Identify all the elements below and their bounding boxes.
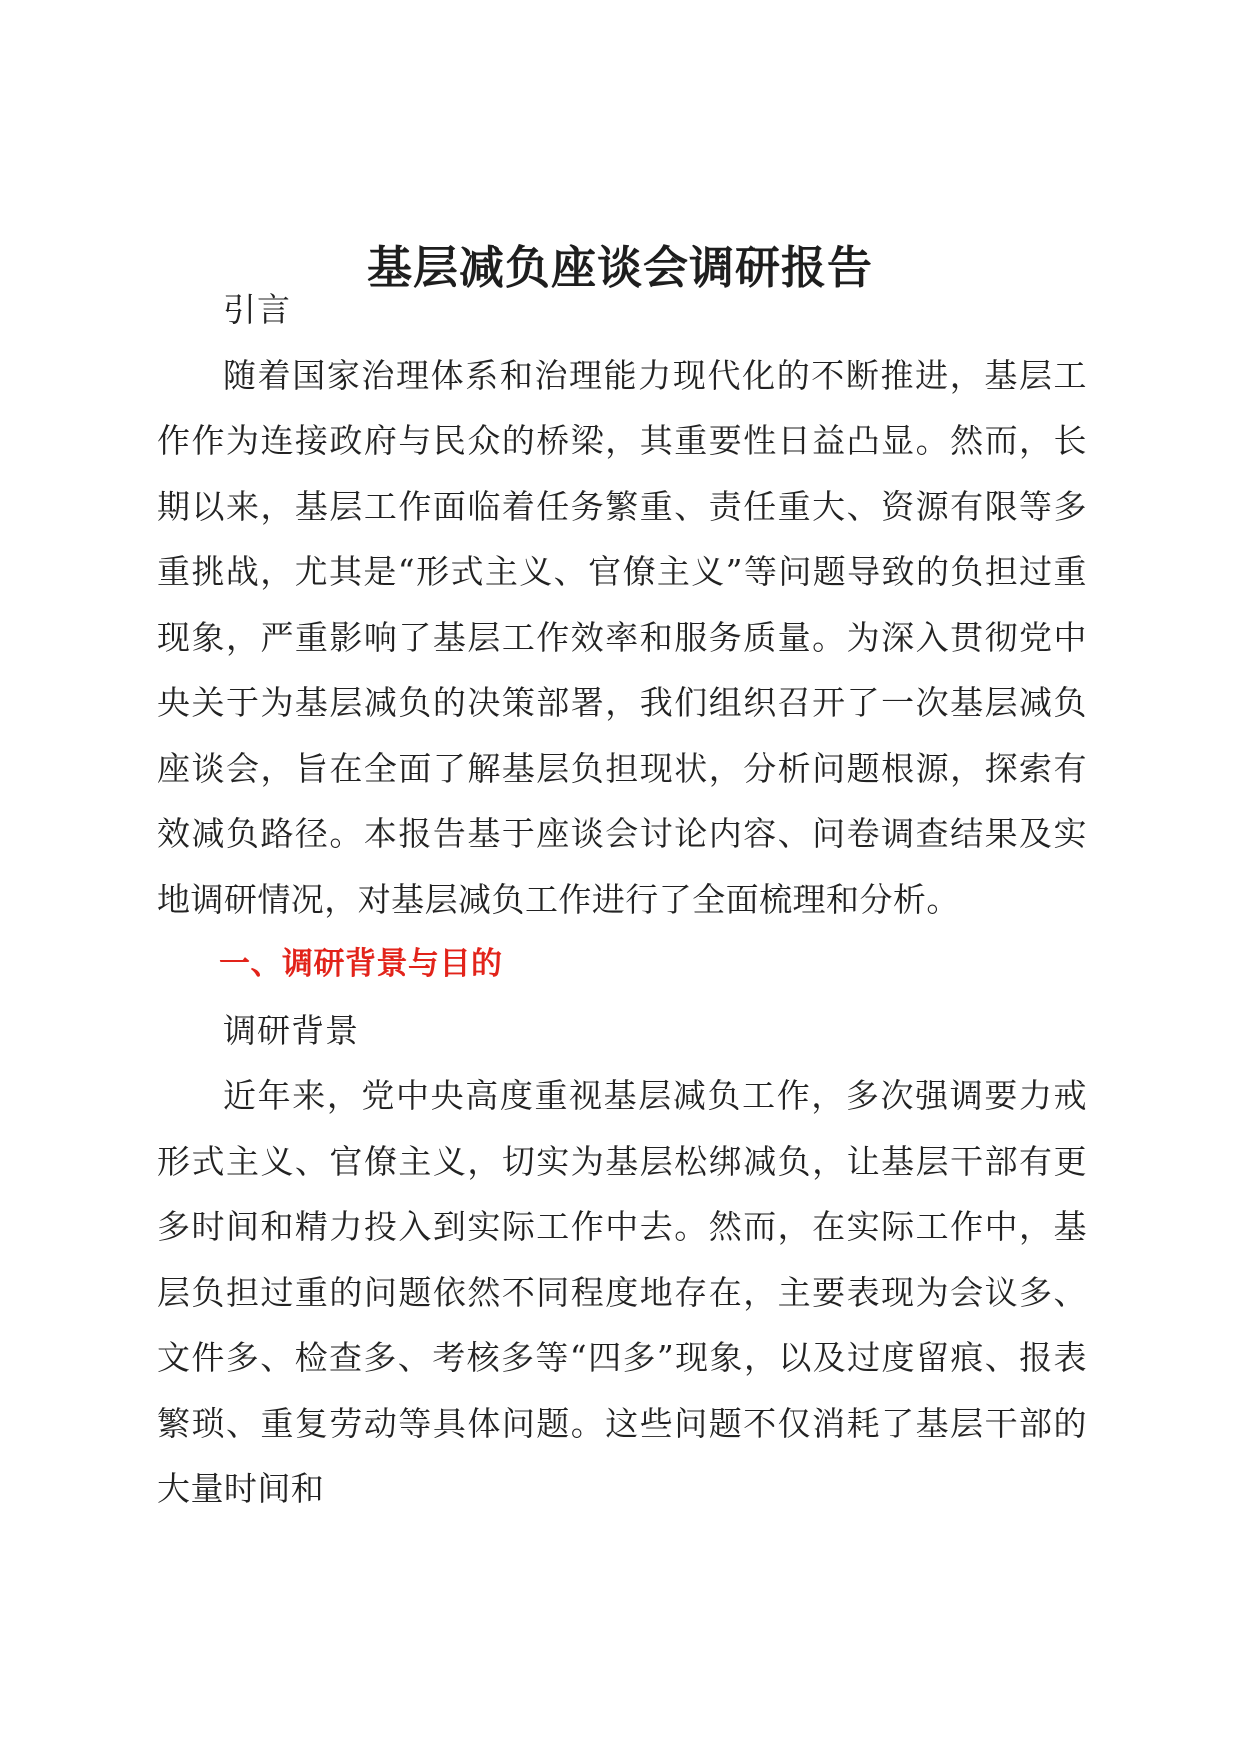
section-heading: 一、调研背景与目的: [219, 946, 503, 982]
section-paragraph: 近年来，党中央高度重视基层减负工作，多次强调要力戒形式主义、官僚主义，切实为基层松绑减负，让基层干部有更多时间和精力投入到实际工作中去。然而，在实际工作中，基层负担过重的问题依然不同程度地存在，主要表现为会议多、文件多、检查多、考核多等“四多”现象，以及过度留痕、报表繁琐、重复劳动等具体问题。这些问题不仅消耗了基层干部的大量时间和: [157, 1076, 1087, 1508]
document-title: 基层减负座谈会调研报告: [366, 241, 873, 295]
section-subheading: 调研背景: [223, 1010, 359, 1050]
document-body: [157, 277, 1087, 1522]
intro-paragraph: 随着国家治理体系和治理能力现代化的不断推进，基层工作作为连接政府与民众的桥梁，其重要性日益凸显。然而，长期以来，基层工作面临着任务繁重、责任重大、资源有限等多重挑战，尤其是“形式主义、官僚主义”等问题导致的负担过重现象，严重影响了基层工作效率和服务质量。为深入贯彻党中央关于为基层减负的决策部署，我们组织召开了一次基层减负座谈会，旨在全面了解基层负担现状，分析问题根源，探索有效减负路径。本报告基于座谈会讨论内容、问卷调查结果及实地调研情况，对基层减负工作进行了全面梳理和分析。: [157, 355, 1087, 919]
intro-label: 引言: [223, 290, 291, 329]
